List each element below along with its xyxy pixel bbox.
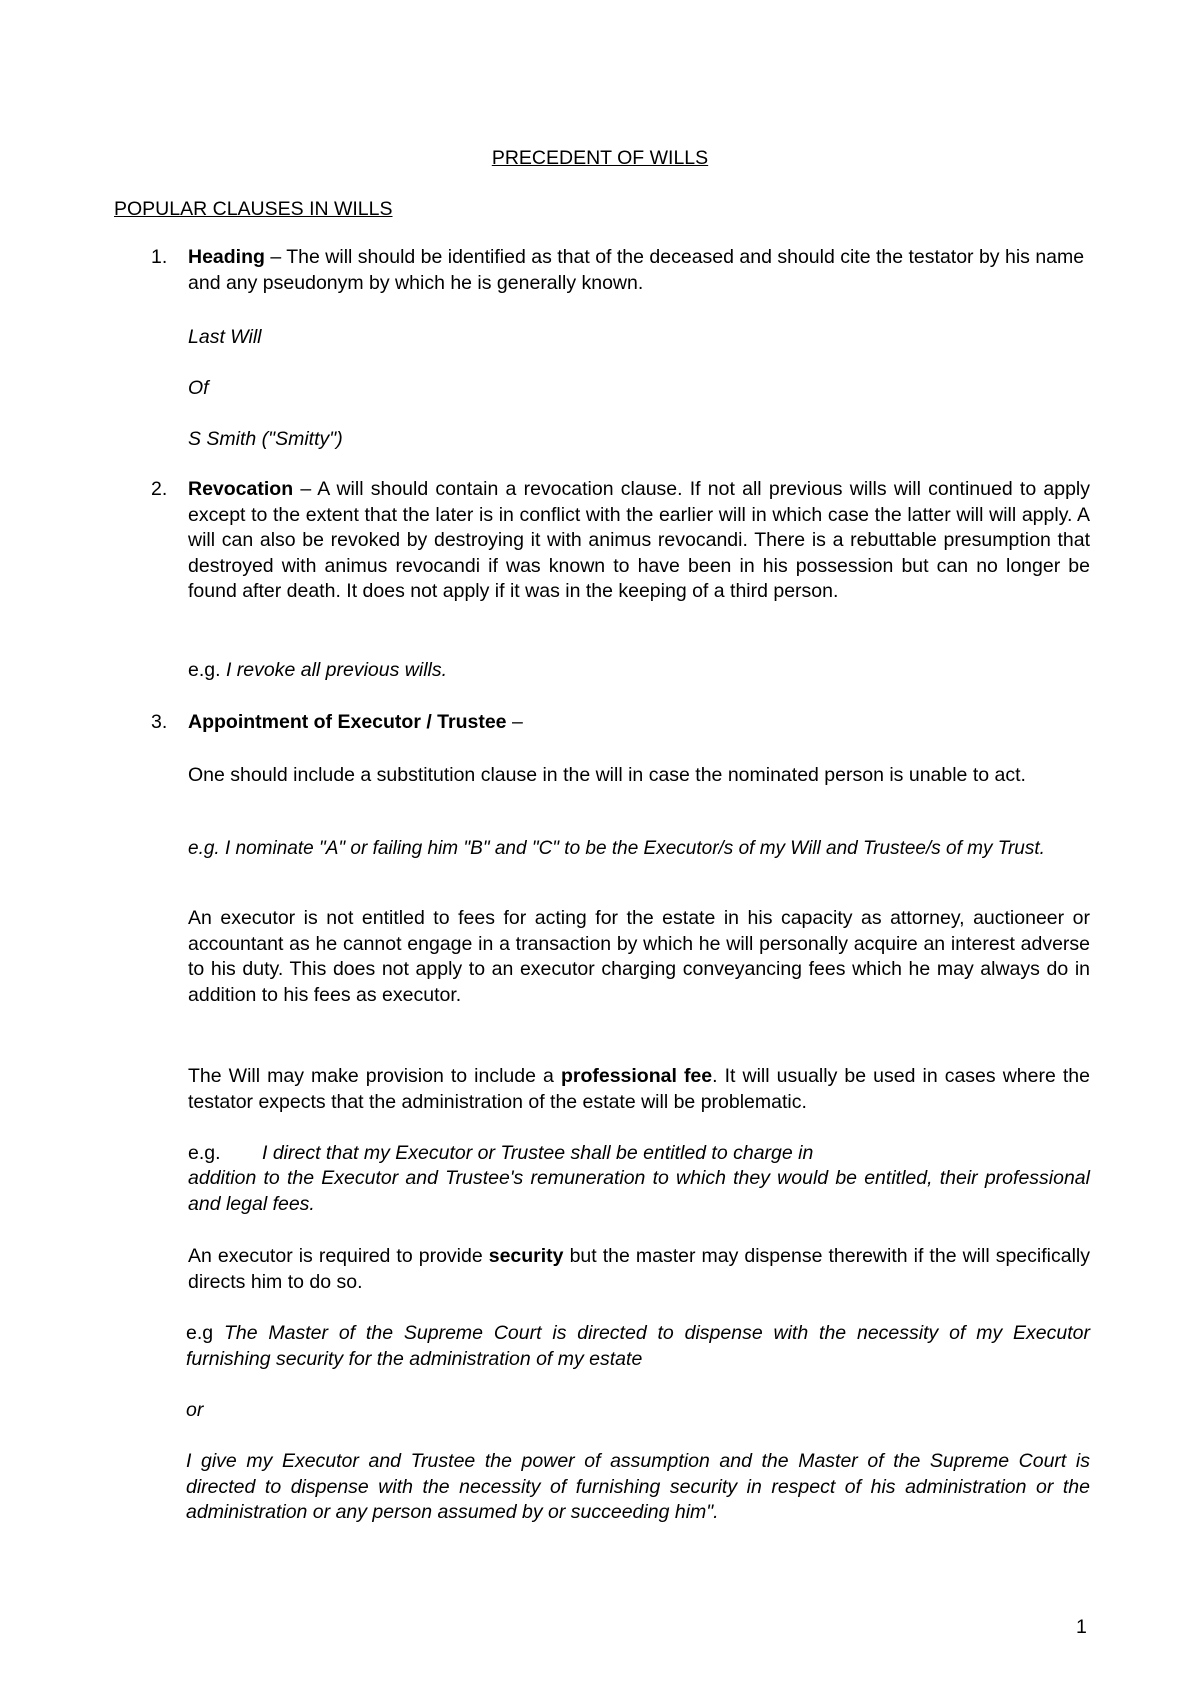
clause-3-heading: Appointment of Executor / Trustee (188, 711, 507, 733)
clause-1-heading: Heading (188, 246, 265, 268)
clause-3-p4-example-text: The Master of the Supreme Court is directed to dispense with the necessity of my Executor furnishing security for the administration of my estate (186, 1322, 1090, 1370)
clause-2-number: 2. (151, 478, 168, 500)
clause-3-title (188, 710, 1090, 736)
clause-1-text (188, 245, 1090, 296)
clause-2-example-prefix: e.g. (188, 659, 226, 681)
clause-2-example-text: I revoke all previous wills. (225, 659, 448, 681)
clause-2-body: – A will should contain a revocation clause. If not all previous wills will continued to apply except to the extent that the later is in conflict with the earlier will in which case the latter will will apply. A will can also be revoked by destroying it with animus revocandi. There is a rebuttable presumption that destroyed with animus revocandi if was known to have been in his possession but can no longer be found after death. It does not apply if it was in the keeping of a third person. (188, 478, 1090, 602)
clause-3-paragraph-3 (188, 1064, 1090, 1115)
clause-3-p3-example-prefix: e.g. (188, 1142, 221, 1164)
clause-3-or: or (186, 1399, 204, 1421)
clause-3-p4-bold: security (488, 1245, 564, 1267)
clause-1-number: 1. (151, 246, 168, 268)
clause-3-p4-example (186, 1321, 1090, 1372)
section-title: POPULAR CLAUSES IN WILLS (114, 198, 393, 220)
clause-3-p4-before: An executor is required to provide (188, 1245, 489, 1267)
page-title: PRECEDENT OF WILLS (491, 147, 709, 169)
clause-3-number: 3. (151, 711, 168, 733)
clause-1-body: – The will should be identified as that of the deceased and should cite the testator by his name and any pseudonym by which he is generally known. (188, 246, 1085, 294)
clause-3-paragraph-1: One should include a substitution clause in the will in case the nominated person is unable to act. (188, 764, 1026, 786)
clause-2-text (188, 477, 1090, 605)
clause-3-p4-example-prefix: e.g (186, 1322, 224, 1344)
clause-1-example-line-1: Last Will (188, 326, 262, 348)
clause-1-example-line-2: Of (188, 377, 209, 399)
clause-3-heading-suffix: – (506, 711, 523, 733)
clause-1-example-line-3: S Smith ("Smitty") (188, 428, 343, 450)
clause-2-example (188, 658, 1090, 684)
clause-3-paragraph-2: An executor is not entitled to fees for acting for the estate in his capacity as attorney, auctioneer or accountant as he cannot engage in a transaction by which he will personally acquire an interest adverse to his duty. This does not apply to an executor charging conveyancing fees which he may always do in addition to his fees as executor. (188, 907, 1090, 1006)
clause-3-p3-before: The Will may make provision to include a (188, 1065, 561, 1087)
clause-3-p4-alternative: I give my Executor and Trustee the power of assumption and the Master of the Supreme Court is directed to dispense with the necessity of furnishing security in respect of his administration or the administration or any person assumed by or succeeding him". (186, 1450, 1090, 1523)
clause-3-paragraph-1-example: e.g. I nominate "A" or failing him "B" and "C" to be the Executor/s of my Will and Trustee/s of my Trust. (188, 838, 1045, 859)
clause-3-p3-after: . It will usually be used in cases where the testator expects that the administration of the estate will be problematic. (188, 1065, 1090, 1113)
clause-2-heading: Revocation (188, 478, 294, 500)
clause-3-p3-example-rest: addition to the Executor and Trustee's remuneration to which they would be entitled, their professional and legal fees. (188, 1167, 1090, 1215)
clause-3-p4-after: but the master may dispense therewith if the will specifically directs him to do so. (188, 1245, 1090, 1293)
page-number: 1 (1076, 1616, 1087, 1638)
clause-3-p3-bold: professional fee (560, 1065, 713, 1087)
clause-3-p3-example-line-1 (188, 1141, 1090, 1167)
clause-3-paragraph-4 (188, 1244, 1090, 1295)
clause-3-p3-example-first: I direct that my Executor or Trustee shall be entitled to charge in (262, 1142, 814, 1164)
